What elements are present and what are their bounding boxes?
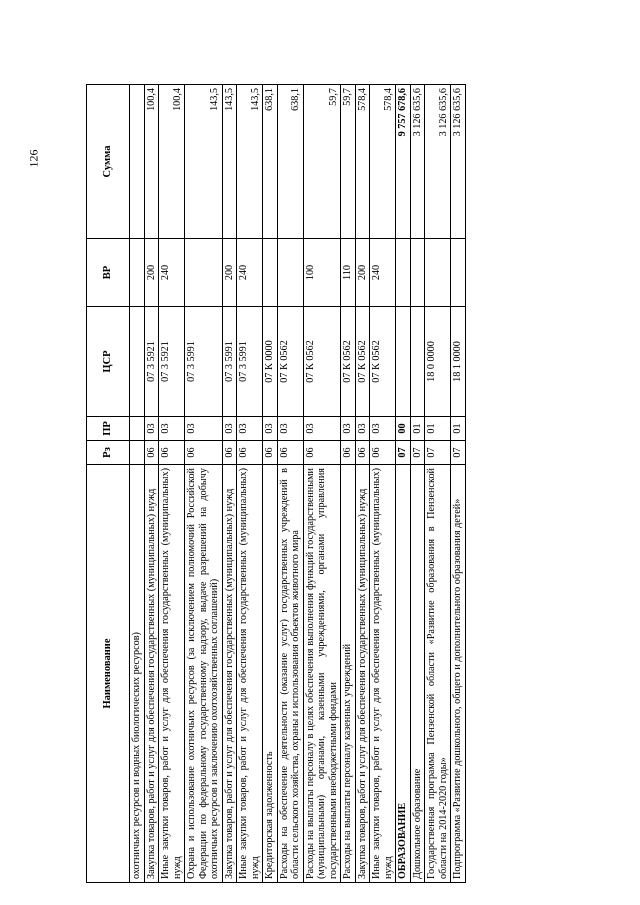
budget-table-container xyxy=(86,85,596,883)
table-row xyxy=(341,85,356,883)
cell-csr xyxy=(130,307,145,417)
header-csr: ЦСР xyxy=(87,307,130,417)
table-row xyxy=(222,85,237,883)
cell-name: охотничьих ресурсов и водных биологических ресурсов) xyxy=(130,465,145,883)
cell-sum: 3 126 635,6 xyxy=(410,85,425,239)
table-row xyxy=(355,85,370,883)
cell-sum: 9 757 678,6 xyxy=(396,85,411,239)
cell-pr: 01 xyxy=(410,417,425,441)
cell-rz: 06 xyxy=(355,441,370,465)
table-row xyxy=(396,85,411,883)
cell-csr: 07 3 5921 xyxy=(144,307,159,417)
cell-pr: 01 xyxy=(425,417,451,441)
cell-pr: 03 xyxy=(341,417,356,441)
cell-rz: 06 xyxy=(222,441,237,465)
cell-sum: 143,5 xyxy=(222,85,237,239)
table-row xyxy=(144,85,159,883)
cell-rz: 06 xyxy=(237,441,263,465)
cell-vr xyxy=(263,239,278,307)
cell-name: Дошкольное образование xyxy=(410,465,425,883)
cell-sum: 59,7 xyxy=(303,85,341,239)
cell-rz: 07 xyxy=(396,441,411,465)
table-row xyxy=(410,85,425,883)
table-body xyxy=(130,85,466,883)
cell-rz: 06 xyxy=(159,441,185,465)
cell-pr xyxy=(130,417,145,441)
cell-vr xyxy=(277,239,303,307)
header-rz: Рз xyxy=(87,441,130,465)
cell-vr: 200 xyxy=(355,239,370,307)
cell-vr: 110 xyxy=(341,239,356,307)
cell-csr xyxy=(410,307,425,417)
cell-sum: 59,7 xyxy=(341,85,356,239)
table-row xyxy=(159,85,185,883)
header-vr: ВР xyxy=(87,239,130,307)
table-row xyxy=(130,85,145,883)
cell-name: Иные закупки товаров, работ и услуг для обеспечения государственных (муниципальных) нужд xyxy=(159,465,185,883)
cell-pr: 03 xyxy=(277,417,303,441)
cell-name: ОБРАЗОВАНИЕ xyxy=(396,465,411,883)
cell-pr: 03 xyxy=(370,417,396,441)
table-row xyxy=(370,85,396,883)
cell-csr: 07 К 0562 xyxy=(277,307,303,417)
cell-rz: 06 xyxy=(263,441,278,465)
header-pr: ПР xyxy=(87,417,130,441)
cell-vr: 240 xyxy=(370,239,396,307)
table-row xyxy=(303,85,341,883)
cell-name: Иные закупки товаров, работ и услуг для обеспечения государственных (муниципальных) нужд xyxy=(370,465,396,883)
cell-name: Кредиторская задолженность xyxy=(263,465,278,883)
cell-name: Закупка товаров, работ и услуг для обеспечения государственных (муниципальных) нужд xyxy=(144,465,159,883)
cell-rz: 06 xyxy=(370,441,396,465)
cell-rz xyxy=(130,441,145,465)
budget-table xyxy=(86,84,466,883)
cell-rz: 07 xyxy=(451,441,466,465)
header-sum: Сумма xyxy=(87,85,130,239)
cell-vr: 100 xyxy=(303,239,341,307)
cell-rz: 06 xyxy=(277,441,303,465)
cell-name: Закупка товаров, работ и услуг для обеспечения государственных (муниципальных) нужд xyxy=(355,465,370,883)
cell-name: Закупка товаров, работ и услуг для обеспечения государственных (муниципальных) нужд xyxy=(222,465,237,883)
cell-csr: 07 К 0562 xyxy=(303,307,341,417)
cell-pr: 03 xyxy=(263,417,278,441)
table-row xyxy=(185,85,223,883)
cell-csr: 18 0 0000 xyxy=(425,307,451,417)
cell-csr xyxy=(396,307,411,417)
cell-vr xyxy=(396,239,411,307)
cell-csr: 07 К 0562 xyxy=(355,307,370,417)
cell-csr: 07 К 0000 xyxy=(263,307,278,417)
cell-csr: 07 3 5991 xyxy=(237,307,263,417)
cell-sum: 3 126 635,6 xyxy=(451,85,466,239)
cell-sum: 578,4 xyxy=(355,85,370,239)
cell-pr: 03 xyxy=(144,417,159,441)
cell-pr: 03 xyxy=(303,417,341,441)
cell-rz: 07 xyxy=(425,441,451,465)
table-row xyxy=(237,85,263,883)
cell-sum: 100,4 xyxy=(144,85,159,239)
cell-pr: 03 xyxy=(355,417,370,441)
cell-rz: 06 xyxy=(185,441,223,465)
header-name: Наименование xyxy=(87,465,130,883)
cell-csr: 07 3 5991 xyxy=(222,307,237,417)
table-row xyxy=(263,85,278,883)
cell-sum: 578,4 xyxy=(370,85,396,239)
cell-name: Расходы на обеспечение деятельности (оказание услуг) государственных учреждений в области сельского хозяйства, охраны и использования объектов животного мира xyxy=(277,465,303,883)
cell-pr: 03 xyxy=(222,417,237,441)
cell-vr xyxy=(130,239,145,307)
cell-pr: 01 xyxy=(451,417,466,441)
cell-pr: 03 xyxy=(237,417,263,441)
cell-rz: 06 xyxy=(303,441,341,465)
table-header-row xyxy=(87,85,130,883)
table-row xyxy=(277,85,303,883)
cell-vr: 200 xyxy=(222,239,237,307)
cell-sum: 638,1 xyxy=(263,85,278,239)
cell-sum: 100,4 xyxy=(159,85,185,239)
cell-csr: 18 1 0000 xyxy=(451,307,466,417)
cell-vr: 240 xyxy=(237,239,263,307)
cell-sum xyxy=(130,85,145,239)
cell-csr: 07 3 5921 xyxy=(159,307,185,417)
cell-name: Подпрограмма «Развитие дошкольного, общего и дополнительного образования детей» xyxy=(451,465,466,883)
cell-sum: 143,5 xyxy=(237,85,263,239)
cell-name: Государственная программа Пензенской области «Развитие образования в Пензенской области на 2014-2020 годы» xyxy=(425,465,451,883)
table-row xyxy=(425,85,451,883)
cell-name: Охрана и использование охотничьих ресурсов (за исключением полномочий Российской Федерации по федеральному государственному надзору, выдаче разрешений на добычу охотничьих ресурсов и заключению охотхозяйственных соглашений) xyxy=(185,465,223,883)
cell-vr xyxy=(410,239,425,307)
cell-sum: 638,1 xyxy=(277,85,303,239)
cell-sum: 143,5 xyxy=(185,85,223,239)
cell-vr: 240 xyxy=(159,239,185,307)
cell-pr: 03 xyxy=(185,417,223,441)
cell-rz: 06 xyxy=(341,441,356,465)
cell-vr xyxy=(185,239,223,307)
cell-rz: 06 xyxy=(144,441,159,465)
cell-csr: 07 К 0562 xyxy=(341,307,356,417)
page-number xyxy=(24,138,44,178)
cell-vr xyxy=(425,239,451,307)
cell-csr: 07 3 5991 xyxy=(185,307,223,417)
cell-name: Иные закупки товаров, работ и услуг для обеспечения государственных (муниципальных) нужд xyxy=(237,465,263,883)
page-number-text: 126 xyxy=(26,149,41,167)
cell-csr: 07 К 0562 xyxy=(370,307,396,417)
cell-pr: 03 xyxy=(159,417,185,441)
cell-sum: 3 126 635,6 xyxy=(425,85,451,239)
cell-name: Расходы на выплаты персоналу в целях обеспечения выполнения функций государственными (муниципальными) органами, казенными учреждениями, органами управления государственными внебюджетными фондами xyxy=(303,465,341,883)
cell-name: Расходы на выплаты персоналу казенных учреждений xyxy=(341,465,356,883)
table-row xyxy=(451,85,466,883)
cell-vr xyxy=(451,239,466,307)
cell-rz: 07 xyxy=(410,441,425,465)
cell-pr: 00 xyxy=(396,417,411,441)
cell-vr: 200 xyxy=(144,239,159,307)
